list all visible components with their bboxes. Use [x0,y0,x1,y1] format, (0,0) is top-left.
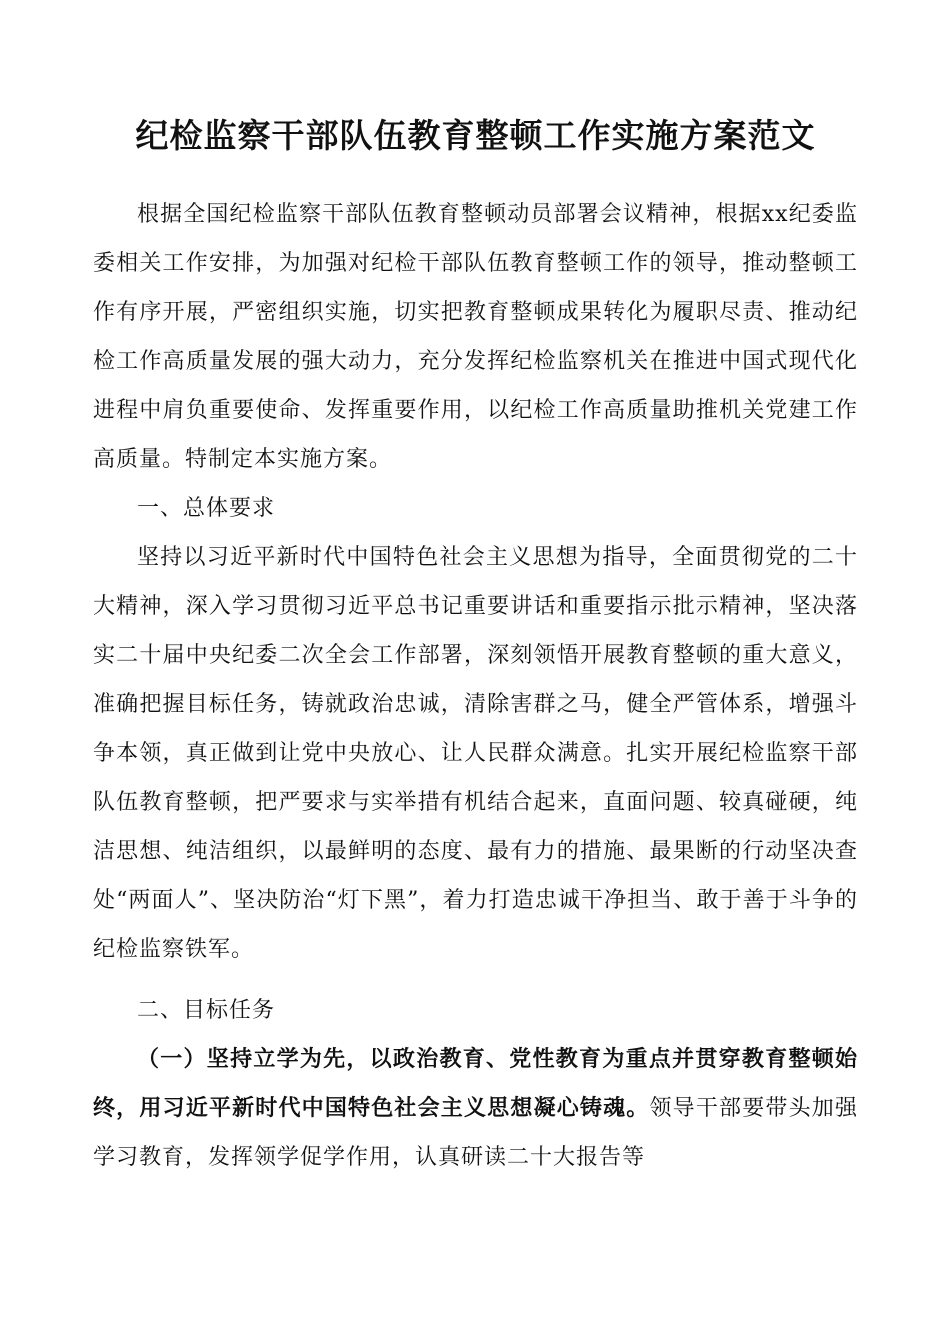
intro-paragraph: 根据全国纪检监察干部队伍教育整顿动员部署会议精神，根据xx纪委监委相关工作安排，为加强对纪检干部队伍教育整顿工作的领导，推动整顿工作有序开展，严密组织实施，切实把教育整顿成果转化为履职尽责、推动纪检工作高质量发展的强大动力，充分发挥纪检监察机关在推进中国式现代化进程中肩负重要使命、发挥重要作用，以纪检工作高质量助推机关党建工作高质量。特制定本实施方案。 [93,202,858,472]
goals-item-1-body: 领导干部要带头加强学习教育，发挥领学促学作用，认真研读二十大报告等 [93,1096,858,1170]
section-heading-goals-tasks: 二、目标任务 [137,998,276,1023]
document-page [93,112,858,1182]
goals-item-1-lead: （一）坚持立学为先，以政治教育、党性教育为重点并贯穿教育整顿始终，用习近平新时代中国特色社会主义思想凝心铸魂。 [93,1046,858,1121]
goals-item-1-paragraph [93,1035,858,1182]
general-requirements-paragraph: 坚持以习近平新时代中国特色社会主义思想为指导，全面贯彻党的二十大精神，深入学习贯彻习近平总书记重要讲话和重要指示批示精神，坚决落实二十届中央纪委二次全会工作部署，深刻领悟开展教育整顿的重大意义，准确把握目标任务，铸就政治忠诚，清除害群之马，健全严管体系，增强斗争本领，真正做到让党中央放心、让人民群众满意。扎实开展纪检监察干部队伍教育整顿，把严要求与实举措有机结合起来，直面问题、较真碰硬，纯洁思想、纯洁组织，以最鲜明的态度、最有力的措施、最果断的行动坚决查处“两面人”、坚决防治“灯下黑”，着力打造忠诚干净担当、敢于善于斗争的纪检监察铁军。 [93,545,858,962]
section-heading-general-requirements: 一、总体要求 [137,496,276,521]
document-title: 纪检监察干部队伍教育整顿工作实施方案范文 [135,116,816,155]
